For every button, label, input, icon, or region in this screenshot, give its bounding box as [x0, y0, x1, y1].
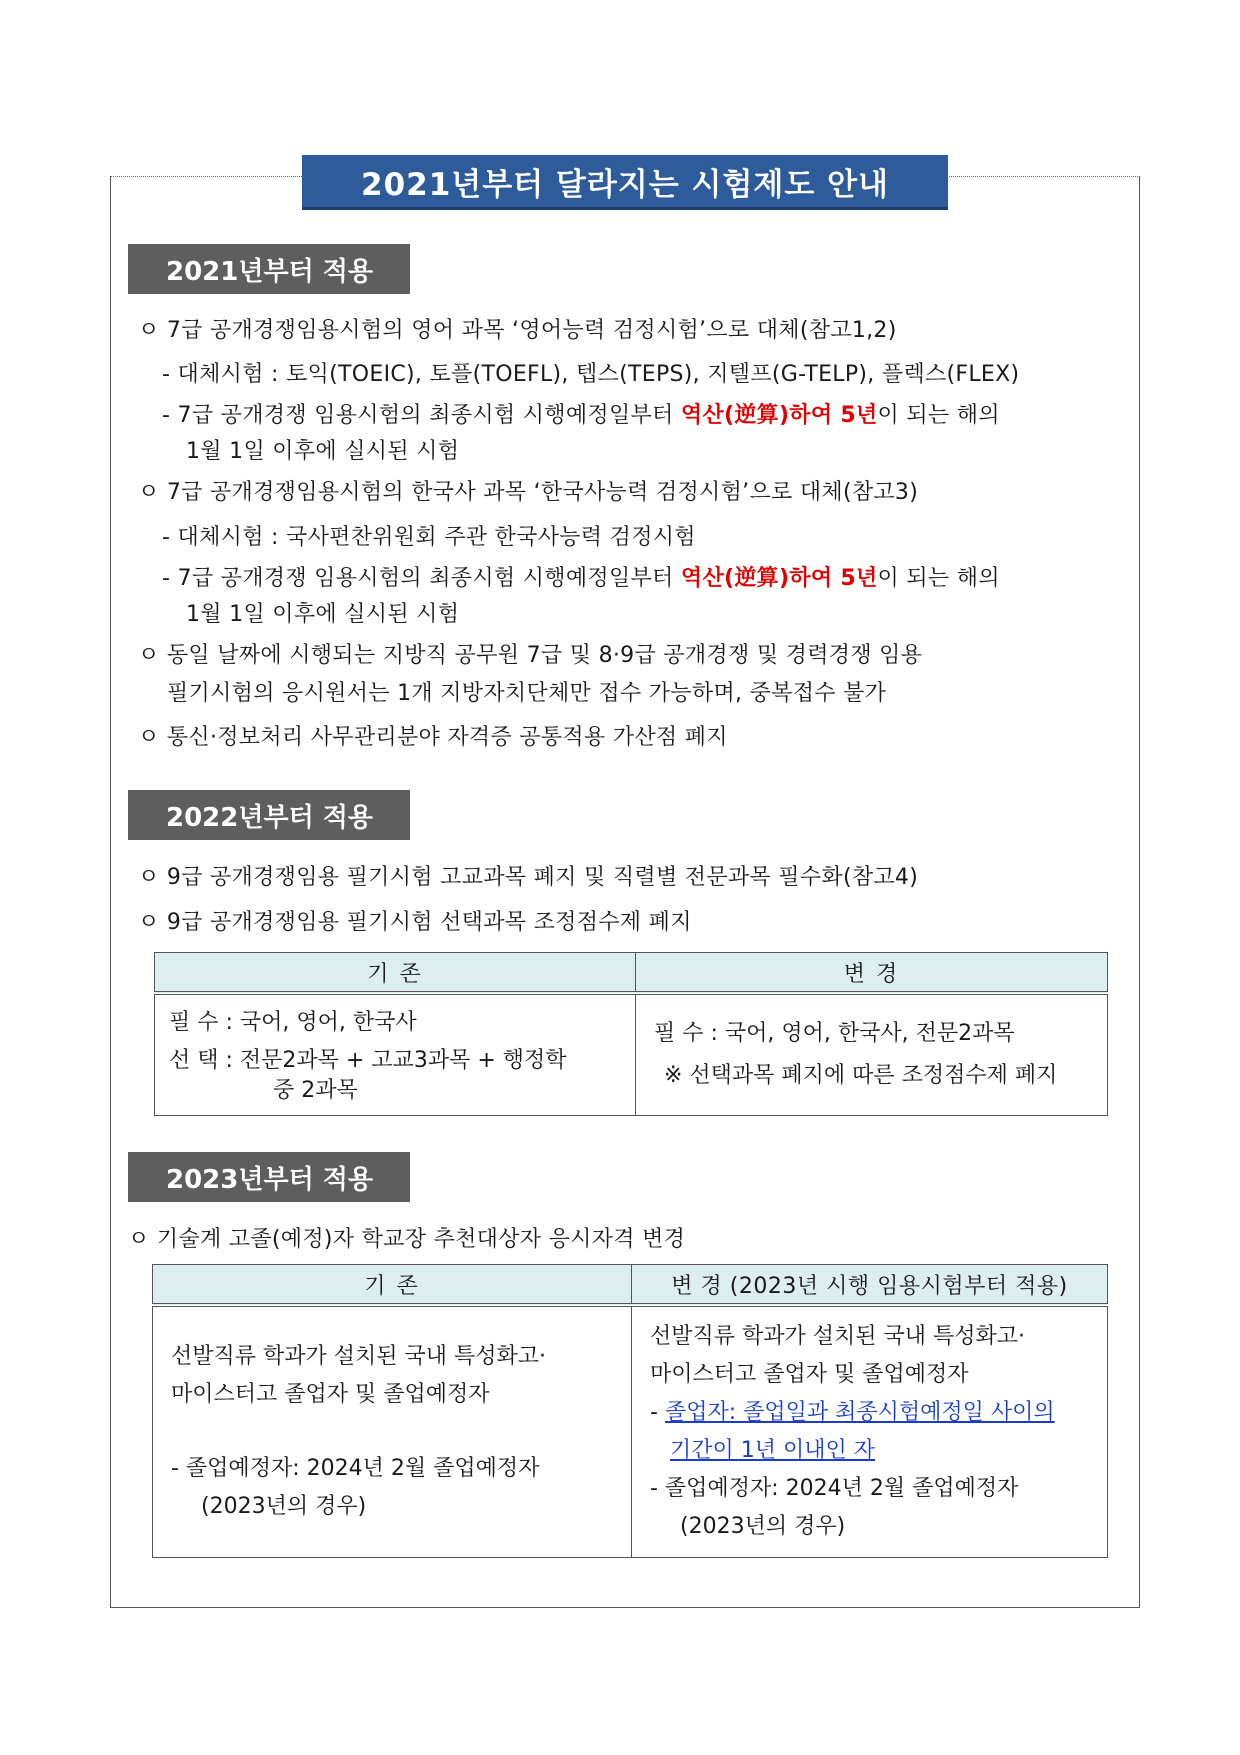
elective-before: 선 택 : 전문2과목 + 고교3과목 + 행정학 [169, 1047, 567, 1073]
col-after: 변 경 [636, 953, 1108, 994]
before-line-4: (2023년의 경우) [201, 1493, 367, 1519]
col-after: 변 경 (2023년 시행 임용시험부터 적용) [632, 1265, 1108, 1306]
comparison-table-2023 [152, 1264, 1108, 1558]
item-english-period-cont: 1월 1일 이후에 실시된 시험 [186, 439, 460, 464]
item-history-period-cont: 1월 1일 이후에 실시된 시험 [186, 602, 460, 627]
period-highlight: 역산(逆算)하여 5년 [680, 403, 878, 428]
before-line-1: 선발직류 학과가 설치된 국내 특성화고· [171, 1343, 546, 1369]
before-line-3: - 졸업예정자: 2024년 2월 졸업예정자 [171, 1455, 540, 1481]
dash: - [650, 1399, 665, 1425]
elective-before-cont: 중 2과목 [273, 1077, 358, 1103]
required-before: 필 수 : 국어, 영어, 한국사 [169, 1009, 417, 1035]
period-text: - 7급 공개경쟁 임용시험의 최종시험 시행예정일부터 [162, 403, 681, 428]
period-text-end: 이 되는 해의 [877, 566, 1000, 591]
cell-before [155, 993, 636, 1115]
period-highlight: 역산(逆算)하여 5년 [680, 566, 878, 591]
after-line-2: 마이스터고 졸업자 및 졸업예정자 [650, 1361, 969, 1387]
after-line-5: - 졸업예정자: 2024년 2월 졸업예정자 [650, 1475, 1019, 1501]
col-before: 기 존 [155, 953, 636, 994]
section-header-2022: 2022년부터 적용 [128, 790, 410, 840]
note-after: ※ 선택과목 폐지에 따른 조정점수제 폐지 [664, 1062, 1058, 1088]
item-english-substitute: - 대체시험 : 토익(TOEIC), 토플(TOEFL), 텝스(TEPS), 지텔프(G-TELP), 플렉스(FLEX) [162, 362, 1020, 387]
after-line-1: 선발직류 학과가 설치된 국내 특성화고· [650, 1323, 1025, 1349]
section-header-2023: 2023년부터 적용 [128, 1152, 410, 1202]
graduate-definition-link-cont: 기간이 1년 이내인 자 [670, 1437, 875, 1463]
section-header-2021: 2021년부터 적용 [128, 244, 410, 294]
period-text: - 7급 공개경쟁 임용시험의 최종시험 시행예정일부터 [162, 566, 681, 591]
item-qualification-change: ㅇ 기술계 고졸(예정)자 학교장 추천대상자 응시자격 변경 [128, 1227, 686, 1252]
after-line-3 [650, 1394, 1095, 1432]
item-score-adjust: ㅇ 9급 공개경쟁임용 필기시험 선택과목 조정점수제 폐지 [138, 910, 692, 935]
item-bonus-abolished: ㅇ 통신·정보처리 사무관리분야 자격증 공통적용 가산점 폐지 [138, 725, 728, 750]
comparison-table-2022 [154, 952, 1108, 1116]
page-title: 2021년부터 달라지는 시험제도 안내 [302, 155, 948, 210]
item-duplicate-application: ㅇ 동일 날짜에 시행되는 지방직 공무원 7급 및 8·9급 공개경쟁 및 경력경쟁 임용 [138, 643, 923, 668]
before-line-2: 마이스터고 졸업자 및 졸업예정자 [171, 1381, 490, 1407]
required-after: 필 수 : 국어, 영어, 한국사, 전문2과목 [654, 1020, 1015, 1046]
period-text-end: 이 되는 해의 [877, 403, 1000, 428]
cell-after [636, 993, 1108, 1115]
cell-after [632, 1305, 1108, 1557]
item-highschool-subject: ㅇ 9급 공개경쟁임용 필기시험 고교과목 폐지 및 직렬별 전문과목 필수화(참고4) [138, 865, 919, 890]
item-history-substitute: - 대체시험 : 국사편찬위원회 주관 한국사능력 검정시험 [162, 525, 696, 550]
item-english-exam: ㅇ 7급 공개경쟁임용시험의 영어 과목 ‘영어능력 검정시험’으로 대체(참고1,2) [138, 318, 897, 343]
item-english-period [162, 398, 1000, 429]
graduate-definition-link: 졸업자: 졸업일과 최종시험예정일 사이의 [664, 1399, 1055, 1425]
item-history-period [162, 561, 1000, 592]
item-history-exam: ㅇ 7급 공개경쟁임용시험의 한국사 과목 ‘한국사능력 검정시험’으로 대체(참고3) [138, 480, 919, 505]
col-before: 기 존 [153, 1265, 632, 1306]
item-duplicate-application-cont: 필기시험의 응시원서는 1개 지방자치단체만 접수 가능하며, 중복접수 불가 [167, 681, 887, 706]
after-line-6: (2023년의 경우) [680, 1513, 846, 1539]
cell-before [153, 1305, 632, 1557]
